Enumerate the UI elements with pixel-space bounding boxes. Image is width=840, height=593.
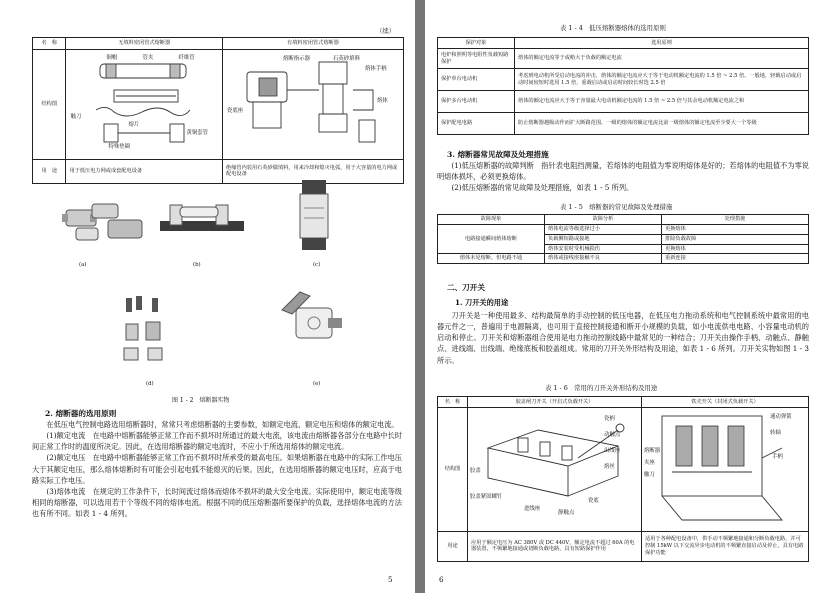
- para-rated-voltage: (2)额定电压 在电路中熔断器能够正常工作而不损坏时所承受的最高电压。如果熔断器在电路中的实际工作电压大于其额定电压，那么熔体熔断时有可能会引起电弧不能熄灭的后果。因此，在选用熔断器的额定电压时，应高于电路实际工作电压。: [32, 453, 402, 485]
- t15-symptom-2: 熔体未见熔断，但电路不通: [438, 254, 545, 264]
- label-porcelain-handle: 瓷柄: [604, 416, 615, 422]
- photo-e-label: (e): [313, 381, 321, 387]
- section-3-title: 3. 熔断器常见故障及处理措施: [447, 150, 549, 159]
- iron-case-switch-diagram: [642, 408, 808, 528]
- row-use-label: 用 途: [33, 159, 66, 183]
- t16-row-use-label: 用途: [438, 531, 468, 561]
- t15-g2-cause-0: 熔体或接线座接触不良: [545, 254, 662, 264]
- t15-g1-cause-1: 负载侧短路或接地: [545, 234, 662, 244]
- t15-g1-fix-0: 更换熔体: [662, 225, 809, 235]
- para-fuse-current: (3)熔体电流 在规定的工作条件下，长时间流过熔体而熔体不损坏的最大安全电流。实际使用中，额定电流等级相同的熔断器，可以选用若干个等级不同的熔体电流。根据不同的低压熔断器所要保护的负载，选择熔体电流的方法也有所不同。如表 1 - 4 所列。: [32, 486, 402, 519]
- t16-header-1: 胶盖闸刀开关（开启式负载开关）: [468, 397, 642, 408]
- right-body-1: [437, 160, 809, 193]
- label-contact-blade: 触刀: [70, 114, 82, 120]
- section-2-title: 2. 熔断器的选用原则: [45, 409, 117, 418]
- t15-g1-fix-1: 排除负载故障: [662, 234, 809, 244]
- photo-c-cartridge: [290, 178, 340, 258]
- t14-row0-rule: 熔体的额定电流等于或稍大于负载的额定电流: [515, 49, 809, 69]
- t14-row2-rule: 熔体的额定电流应大于等于容量最大电动机额定电流的 1.5 倍 ~ 2.5 倍与其余电动机额定电流之和: [515, 91, 809, 113]
- label-fiber-tube: 纤维管: [178, 55, 195, 61]
- photo-b-rail-fuse: [150, 195, 250, 245]
- left-body-text: [32, 419, 402, 519]
- struct-diagram-cell-1: [66, 50, 223, 160]
- label-porcelain-base: 瓷底: [588, 498, 599, 504]
- label-copper-cap: 铜帽: [106, 55, 118, 61]
- t16-diagram-cell-2: [642, 408, 809, 532]
- para-knife-switch: 刀开关是一种使用最多、结构最简单的手动控制的低压电器，在低压电力拖动系统和电气控制系统中最常用的电器元件之一，普遍用于电源隔离，也可用于直接控制接通和断开小规模的负载，如小电流供电电路、小容量电动机的启动和停止。刀开关和熔断器组合使用是电力拖动控制线路中最常见的一种结合；刀开关由操作手柄、动触点、静触点、进线端、出线端、绝缘底板和胶盖组成。常用的刀开关外形结构及用途，如表 1 - 6 所列。刀开关实物如图 1 - 3 所示。: [437, 311, 809, 365]
- label-shaft: 转轴: [770, 430, 781, 436]
- label-inlet-seat: 进线座: [524, 506, 541, 512]
- table-1-5: [437, 214, 809, 264]
- label-brass-sleeve: 黄铜套管: [186, 130, 209, 136]
- t16-header-2: 铁壳开关（封闭式负载开关）: [642, 397, 809, 408]
- photo-d-screw-fuses: [112, 290, 182, 370]
- row-struct-label: 结构图: [33, 50, 66, 160]
- para-rated-current: (1)额定电流 在电路中熔断器能够正常工作而不损坏时所通过的最大电流，该电流由熔断器各部分在电路中长时间正常工作时的温度所决定。因此，在选用熔断器的额定电流时，不应小于所选用熔体的额定电流。: [32, 431, 402, 452]
- t14-row1-rule: 考虑到电动机所受启动电流的冲击，熔体的额定电流应大于等于电动机额定电流的 1.5 倍 ~ 2.5 倍。一般地，轻载启动或启动时间较短时选用 1.5 倍，重载启动或启动时间较长时选 2.5 倍: [515, 69, 809, 91]
- t15-symptom-1: 电路接通瞬间熔体熔断: [438, 225, 545, 254]
- use-col1: 用于低压电力网或成套配电设备: [66, 159, 223, 183]
- t15-g1-fix-2: 更换熔体: [662, 244, 809, 254]
- fuse-type-table: [32, 37, 404, 184]
- t14-header-1: 选用原则: [515, 38, 809, 49]
- subsection-knife-use: 1. 刀开关的用途: [455, 298, 509, 307]
- t14-row3-target: 保护配电电路: [438, 113, 515, 135]
- t14-row1-target: 保护单台电动机: [438, 69, 515, 91]
- photo-b-label: (b): [193, 262, 201, 268]
- t15-g2-fix-0: 重新连接: [662, 254, 809, 264]
- t14-row3-rule: 防止熔断器越级动作而扩大断路范围，一级的熔体的额定电流比前一级熔体的额定电流至少要大一个等级: [515, 113, 809, 135]
- label-outlet-seat: 出线座: [604, 448, 621, 454]
- t15-header-2: 处理措施: [662, 215, 809, 225]
- photo-e-nh-fuse: [278, 282, 348, 362]
- t15-header-0: 故障现象: [438, 215, 545, 225]
- header-col1: 无填料密闭管式熔断器: [66, 38, 223, 50]
- t16-row-struct-label: 结构图: [438, 408, 468, 532]
- t15-g1-cause-0: 熔体电流等级选择过小: [545, 225, 662, 235]
- label-fuse: 熔断器: [644, 448, 661, 454]
- photo-a-cartridge-fuses: [60, 190, 150, 250]
- label-tube-clamp: 管夹: [142, 55, 154, 61]
- table-1-4: [437, 37, 809, 135]
- t14-row0-target: 电炉和照明等电阻性负载短路保护: [438, 49, 515, 69]
- label-fuse-plate: 熔片: [128, 122, 140, 128]
- label-fuse-handle: 熔体手柄: [365, 66, 387, 72]
- photo-a-label: (a): [79, 262, 87, 268]
- label-clamp-seat: 夹座: [644, 460, 655, 466]
- label-porcelain-base: 瓷底座: [227, 108, 244, 114]
- t16-use-col1: 应用于额定电压为 AC 380V 或 DC 440V，额定电流不超过 60A 的电器装置，不频繁地接通或切断负载电路，具有短路保护作用: [468, 531, 642, 561]
- figure-caption: 图 1 - 2 熔断器实物: [172, 397, 230, 404]
- label-quick-spring: 速动弹簧: [770, 414, 792, 420]
- t15-g1-cause-2: 熔体安装时受机械损伤: [545, 244, 662, 254]
- section-knife-switch: 二、刀开关: [447, 283, 485, 292]
- closed-tube-fuse-diagram: [66, 50, 218, 156]
- table15-caption: 表 1 - 5 熔断器的常见故障及处理措施: [560, 203, 673, 211]
- t14-header-0: 保护对象: [438, 38, 515, 49]
- continued-label: （续）: [376, 27, 396, 35]
- t15-header-1: 故障分析: [545, 215, 662, 225]
- label-cover-screw: 胶盖紧固螺钉: [470, 494, 503, 500]
- label-blown-indicator: 熔断指示器: [283, 56, 310, 62]
- label-rubber-cover: 胶盖: [470, 468, 481, 474]
- label-special-washer: 特殊垫圈: [108, 144, 131, 150]
- header-name: 名 称: [33, 38, 66, 50]
- t16-diagram-cell-1: [468, 408, 642, 532]
- para-fault-table-ref: (2)低压熔断器的常见故障及处理措施，如表 1 - 5 所列。: [451, 183, 634, 193]
- use-col2: 绝缘管内装用石英砂做填料，用来冷却和熄灭电弧，用于大容量的电力网或配电设备: [223, 159, 404, 183]
- header-col2: 有填料密闭管式熔断器: [223, 38, 404, 50]
- label-knife-blade: 触刀: [644, 472, 655, 478]
- left-page: [0, 0, 415, 593]
- table-1-6: [437, 396, 809, 562]
- label-fuse-wire: 熔丝: [604, 464, 615, 470]
- table16-caption: 表 1 - 6 常用的刀开关外形结构及用途: [545, 384, 658, 392]
- label-fuse-element: 熔体: [377, 98, 388, 104]
- right-body-2: [437, 310, 809, 366]
- label-moving-contact: 动触点: [604, 432, 621, 438]
- photo-d-label: (d): [146, 381, 154, 387]
- label-handle: 手柄: [772, 454, 783, 460]
- page-number-left: 5: [388, 575, 393, 584]
- page-number-right: 6: [439, 575, 444, 584]
- t14-row2-target: 保护多台电动机: [438, 91, 515, 113]
- t16-header-0: 名 称: [438, 397, 468, 408]
- table14-caption: 表 1 - 4 低压熔断器熔体的选用原则: [560, 24, 666, 32]
- para-intro: 在低压电气控制电路选用熔断器时，常常只考虑熔断器的主要参数，如额定电流、额定电压和熔体的额定电流。: [46, 420, 399, 429]
- label-static-contact: 静触点: [558, 510, 575, 516]
- t16-use-col2: 适用于各种配电设备中，供手动不频繁地接通和分断负载电路，并可控制 15kW 以下交流异步电动机的不频繁直接启动及停止，具有电路保护功能: [642, 531, 809, 561]
- para-fault-judgement: (1)低压熔断器的故障判断 指针表电阻挡测量，若熔体的电阻值为零说明熔体是好的；若熔体的电阻值不为零说明熔体损坏，必须更换熔体。: [437, 161, 809, 182]
- label-quartz-sand: 石英砂填料: [333, 56, 360, 62]
- photo-c-label: (c): [313, 262, 321, 268]
- right-page: [425, 0, 840, 593]
- struct-diagram-cell-2: [223, 50, 404, 160]
